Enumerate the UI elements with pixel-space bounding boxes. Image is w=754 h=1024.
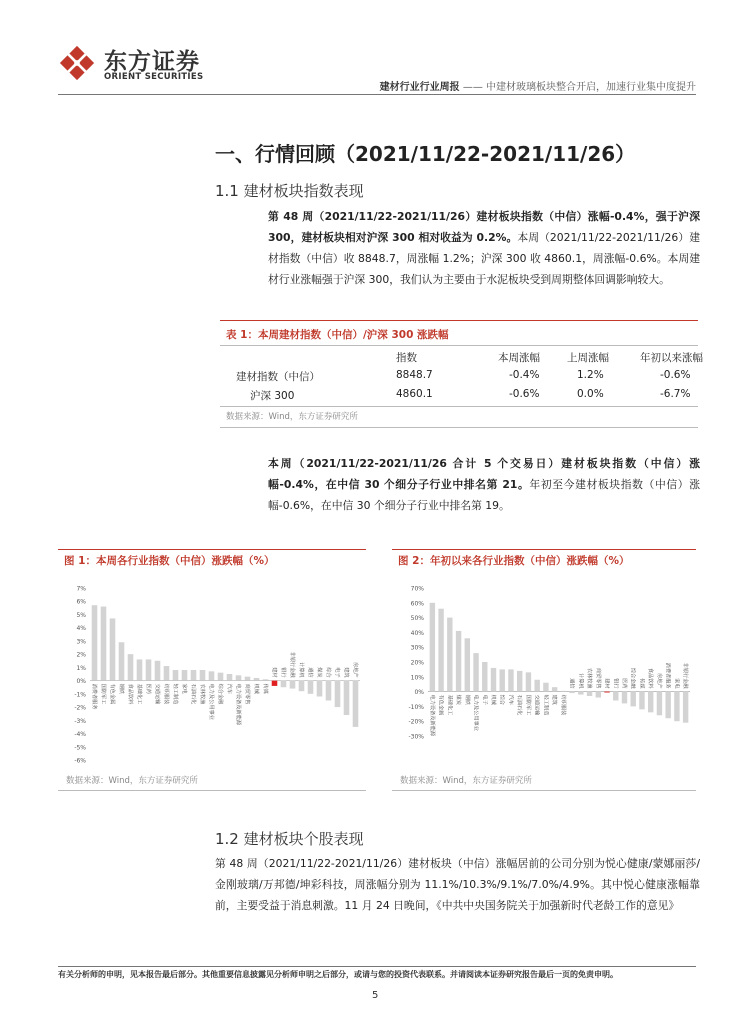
chart-bar: [657, 692, 662, 716]
chart-bar: [290, 681, 296, 689]
category-label: 通信: [568, 678, 575, 689]
table-cell: 建材指数（中信）: [236, 371, 320, 383]
category-label: 纺织服装: [559, 694, 566, 716]
table-bottom-rule: [220, 427, 698, 428]
figure-1-chart: [58, 578, 366, 770]
y-tick-label: -3%: [74, 717, 86, 725]
page-number: 5: [372, 990, 379, 1001]
chart-bar: [456, 631, 461, 692]
category-label: 综合金融: [629, 667, 636, 689]
chart-bar: [543, 683, 548, 692]
chart-bar: [569, 692, 574, 693]
figure-2-bottom-rule: [392, 790, 696, 791]
chart-bar: [182, 670, 188, 681]
table-cell: -0.6%: [509, 388, 540, 400]
table-header-cell: 上周涨幅: [567, 352, 609, 364]
paragraph-2-bold: 本周（2021/11/22-2021/11/26 合计 5 个交易日）建材板块指数（中信）涨幅-0.4%，在中信 30 个细分子行业中排名第 21。: [268, 457, 700, 491]
y-tick-label: 6%: [76, 598, 86, 606]
y-tick-label: 10%: [410, 674, 424, 682]
category-label: 商贸零售: [594, 667, 601, 689]
category-label: 汽车: [226, 683, 232, 695]
paragraph-1: [268, 206, 700, 290]
chart-bar: [344, 681, 350, 715]
footer-divider: [58, 966, 696, 967]
category-label: 非银行金融: [682, 662, 689, 689]
category-label: 通信: [307, 667, 313, 678]
category-label: 消费者服务: [91, 683, 97, 710]
report-subtitle: 中建材玻璃板块整合开启，加速行业集中度提升: [486, 82, 696, 93]
subsection-title-2: 1.2 建材板块个股表现: [215, 830, 364, 848]
chart-bar: [534, 680, 539, 692]
header-separator: ——: [462, 82, 483, 93]
y-tick-label: 5%: [76, 611, 86, 619]
category-label: 基础化工: [136, 683, 142, 705]
y-tick-label: 2%: [76, 651, 86, 659]
chart-bar: [146, 659, 152, 680]
table-header-cell: 指数: [396, 352, 417, 364]
table-title: 表 1：本周建材指数（中信）/沪深 300 涨跌幅: [226, 329, 449, 341]
category-label: 计算机: [298, 662, 304, 678]
category-label: 非银行金融: [289, 651, 295, 678]
chart-bar: [101, 607, 107, 681]
chart-bar: [110, 618, 116, 680]
chart-bar: [665, 692, 670, 719]
y-tick-label: -30%: [408, 733, 424, 741]
category-label: 石油石化: [516, 694, 523, 716]
category-label: 纺织服装: [163, 683, 169, 705]
table-source: 数据来源：Wind，东方证券研究所: [226, 412, 358, 422]
chart-bar: [245, 677, 251, 681]
figure-1-top-rule: [58, 549, 366, 550]
category-label: 传媒: [262, 683, 268, 695]
chart-bar: [517, 671, 522, 692]
chart-bar: [578, 692, 583, 695]
figure-2-title: 图 2：年初以来各行业指数（中信）涨跌幅（%）: [398, 555, 630, 567]
y-tick-label: 0%: [76, 678, 86, 686]
category-label: 电子: [481, 694, 488, 705]
category-label: 传媒: [638, 678, 645, 689]
category-label: 电力及公用事业: [472, 694, 479, 731]
figure-1-source: 数据来源：Wind，东方证券研究所: [66, 776, 198, 786]
category-label: 电力设备及新能源: [235, 683, 241, 726]
y-tick-label: 40%: [410, 629, 424, 637]
category-label: 煤炭: [455, 694, 462, 705]
table-cell: 0.0%: [577, 388, 604, 400]
table-rule: [220, 406, 698, 407]
category-label: 轻工制造: [172, 683, 178, 705]
category-label: 房地产: [655, 673, 662, 689]
chart-bar: [281, 681, 287, 688]
y-tick-label: -4%: [74, 731, 86, 739]
chart-bar: [648, 692, 653, 713]
logo-text-cn: 东方证券: [104, 49, 200, 75]
chart-bar: [482, 662, 487, 692]
logo-text-en: ORIENT SECURITIES: [104, 72, 204, 82]
chart-bar: [500, 669, 505, 691]
category-label: 家电: [181, 683, 187, 695]
category-label: 消费者服务: [664, 662, 671, 689]
table-cell: -6.7%: [660, 388, 691, 400]
chart-bar: [272, 681, 278, 686]
category-label: 建筑: [551, 694, 558, 705]
chart-bar: [200, 670, 206, 681]
chart-bar: [622, 692, 627, 704]
table-rule: [220, 345, 698, 346]
chart-bar: [596, 692, 601, 698]
figure-2-source: 数据来源：Wind，东方证券研究所: [400, 776, 532, 786]
table-cell: -0.6%: [660, 369, 691, 381]
category-label: 建材: [271, 667, 277, 678]
chart-bar: [173, 670, 179, 681]
paragraph-2: [268, 453, 700, 516]
y-tick-label: 3%: [76, 638, 86, 646]
chart-bar: [155, 661, 161, 681]
chart-bar: [674, 692, 679, 722]
category-label: 煤炭: [316, 667, 322, 678]
y-tick-label: -2%: [74, 704, 86, 712]
chart-bar: [299, 681, 305, 692]
category-label: 轻工制造: [542, 694, 549, 716]
chart-bar: [128, 654, 134, 680]
category-label: 建筑: [343, 667, 349, 678]
figure-1-title: 图 1：本周各行业指数（中信）涨跌幅（%）: [64, 555, 275, 567]
chart-bar: [473, 653, 478, 691]
category-label: 计算机: [577, 673, 584, 689]
category-label: 综合: [325, 667, 331, 678]
category-label: 国防军工: [100, 683, 106, 705]
table-header-cell: 年初以来涨幅: [640, 352, 703, 364]
category-label: 交通运输: [154, 683, 160, 705]
table-cell: -0.4%: [509, 369, 540, 381]
chart-bar: [430, 603, 435, 692]
category-label: 农林牧渔: [586, 667, 593, 689]
category-label: 有色金属: [437, 694, 444, 716]
y-tick-label: 4%: [76, 625, 86, 633]
chart-bar: [326, 681, 332, 701]
chart-bar: [92, 605, 98, 680]
chart-bar: [561, 691, 566, 692]
report-header: [380, 78, 696, 93]
chart-bar: [447, 618, 452, 692]
chart-bar: [308, 681, 314, 694]
chart-bar: [353, 681, 359, 727]
chart-bar: [254, 678, 260, 681]
category-label: 机械: [490, 694, 496, 705]
category-label: 电子: [334, 667, 340, 678]
chart-bar: [683, 692, 688, 723]
table-header-cell: 本周涨幅: [498, 352, 540, 364]
category-label: 房地产: [352, 662, 358, 678]
footer-disclaimer: 有关分析师的申明，见本报告最后部分。其他重要信息披露见分析师申明之后部分，或请与您的投资代表联系。并请阅读本证券研究报告最后一页的免责申明。: [58, 970, 618, 979]
category-label: 医药: [621, 678, 627, 689]
chart-bar: [587, 692, 592, 696]
chart-bar: [227, 674, 233, 681]
category-label: 银行: [612, 678, 619, 689]
chart-bar: [552, 687, 557, 691]
paragraph-1-text: 本周（2021/11/22-2021/11/26）建材指数（中信）收 8848.7，周涨幅 1.2%；沪深 300 收 4860.1，周涨幅-0.6%。本周建材行业涨幅强于沪深 300，我们认为主要由于水泥板块受到周期整体回调影响较大。: [268, 231, 700, 286]
chart-bar: [604, 692, 609, 693]
chart-bar: [613, 692, 618, 701]
category-label: 有色金属: [109, 683, 115, 705]
chart-bar: [639, 692, 644, 710]
paragraph-2-text: 年初至今建材板块指数（中信）涨幅-0.6%，在中信 30 个细分子行业中排名第 19。: [268, 478, 700, 512]
chart-bar: [465, 638, 470, 691]
section-title: 一、行情回顾（2021/11/22-2021/11/26）: [215, 142, 636, 166]
chart-bar: [508, 669, 513, 691]
chart-bar: [526, 672, 531, 691]
category-label: 家电: [673, 678, 680, 689]
figure-1-bottom-rule: [58, 790, 366, 791]
chart-bar: [236, 675, 242, 680]
y-tick-label: -1%: [74, 691, 86, 699]
figure-2-top-rule: [392, 549, 696, 550]
y-tick-label: 7%: [76, 585, 86, 593]
category-label: 国防军工: [524, 694, 531, 716]
table-cell: 8848.7: [396, 369, 433, 381]
category-label: 电力及公用事业: [208, 683, 214, 720]
y-tick-label: 50%: [410, 615, 424, 623]
y-tick-label: -20%: [408, 718, 424, 726]
chart-bar: [263, 679, 269, 680]
paragraph-1-bold: 第 48 周（2021/11/22-2021/11/26）建材板块指数（中信）涨幅-0.4%，强于沪深 300，建材板块相对沪深 300 相对收益为 0.2%。: [268, 210, 700, 244]
header-divider: [58, 94, 696, 95]
table-top-rule: [220, 320, 698, 321]
category-label: 综合金融: [217, 683, 223, 705]
category-label: 基础化工: [446, 694, 453, 716]
chart-bar: [164, 666, 170, 681]
chart-bar: [218, 673, 224, 681]
category-label: 钢铁: [463, 694, 470, 705]
chart-bar: [119, 642, 125, 680]
chart-bar: [631, 692, 636, 707]
y-tick-label: 0%: [414, 689, 424, 697]
figure-2-chart: [392, 578, 696, 770]
category-label: 汽车: [507, 694, 514, 705]
category-label: 医药: [145, 683, 151, 695]
category-label: 食品饮料: [647, 667, 654, 689]
y-tick-label: 1%: [76, 664, 86, 672]
category-label: 机械: [253, 683, 259, 695]
report-type: 建材行业行业周报: [379, 82, 460, 93]
category-label: 钢铁: [118, 683, 124, 695]
category-label: 商贸零售: [244, 683, 250, 705]
category-label: 石油石化: [190, 683, 196, 705]
category-label: 综合: [498, 694, 505, 705]
category-label: 建材: [603, 678, 610, 689]
y-tick-label: 60%: [410, 600, 424, 608]
logo-icon: [58, 44, 96, 82]
chart-bar: [209, 671, 215, 680]
table-cell: 1.2%: [577, 369, 604, 381]
chart-bar: [317, 681, 323, 697]
category-label: 交通运输: [533, 694, 540, 716]
y-tick-label: -5%: [74, 744, 86, 752]
chart-bar: [191, 670, 197, 681]
table-cell: 沪深 300: [250, 390, 295, 402]
y-tick-label: -10%: [408, 703, 424, 711]
subsection-title-1: 1.1 建材板块指数表现: [215, 182, 364, 200]
table-cell: 4860.1: [396, 388, 433, 400]
y-tick-label: 70%: [410, 585, 424, 593]
y-tick-label: -6%: [74, 757, 86, 765]
category-label: 电力设备及新能源: [428, 694, 435, 737]
chart-bar: [438, 609, 443, 692]
category-label: 银行: [280, 667, 286, 678]
category-label: 农林牧渔: [199, 683, 205, 705]
chart-bar: [491, 668, 496, 692]
paragraph-3: 第 48 周（2021/11/22-2021/11/26）建材板块（中信）涨幅居前的公司分别为悦心健康/蒙娜丽莎/金刚玻璃/万邦德/坤彩科技，周涨幅分别为 11.1%/10.3%/9.1%/7.0%/4.9%。其中悦心健康涨幅靠前，主要受益于消息刺激。11 月 24 日晚间，《中共中央国务院关于加强新时代老龄工作的意见》: [215, 857, 700, 912]
y-tick-label: 30%: [410, 644, 424, 652]
chart-bar: [137, 659, 143, 680]
category-label: 食品饮料: [127, 683, 133, 705]
y-tick-label: 20%: [410, 659, 424, 667]
chart-bar: [335, 681, 341, 707]
